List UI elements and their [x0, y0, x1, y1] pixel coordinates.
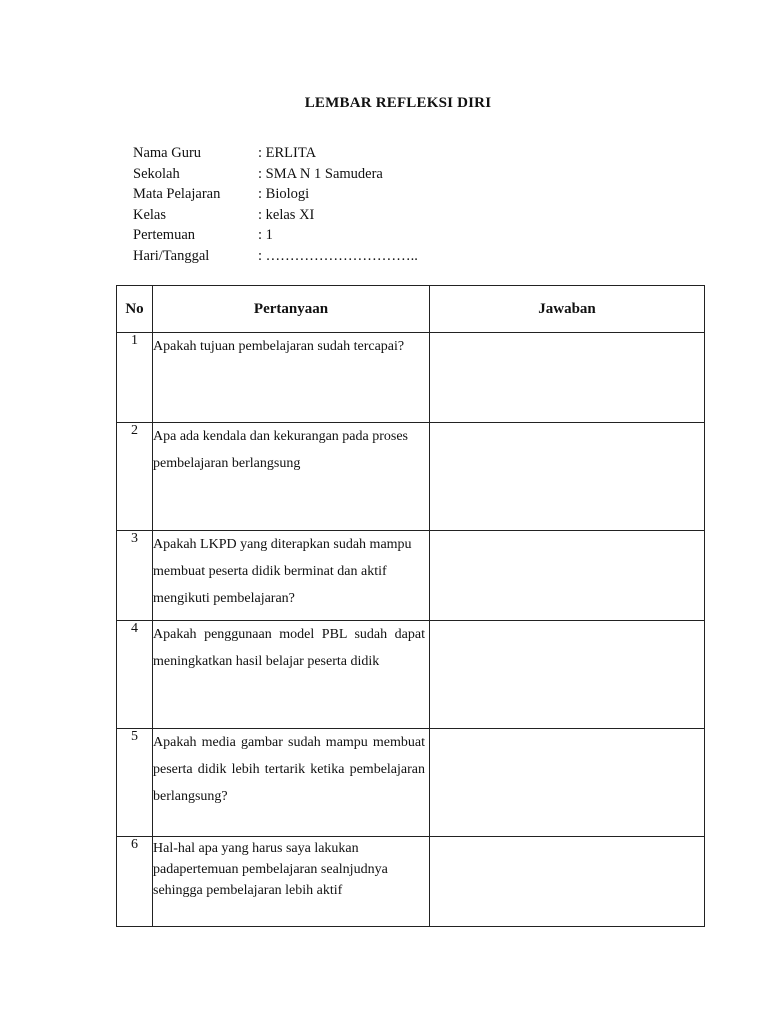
row-number: 4 [117, 621, 153, 729]
answer-cell[interactable] [430, 333, 705, 423]
table-row [117, 837, 705, 927]
header-answer: Jawaban [430, 286, 705, 333]
table-row [117, 729, 705, 837]
info-row-teacher [133, 143, 418, 164]
table-row [117, 423, 705, 531]
row-number: 3 [117, 531, 153, 621]
question-text: Apakah media gambar sudah mampu membuat peserta didik lebih tertarik ketika pembelajaran berlangsung? [153, 735, 425, 804]
info-row-date [133, 246, 418, 267]
question-cell [153, 837, 430, 927]
question-cell [153, 621, 430, 729]
info-value: : ERLITA [258, 145, 317, 161]
info-value: : SMA N 1 Samudera [258, 165, 383, 182]
row-number: 6 [117, 837, 153, 927]
answer-cell[interactable] [430, 531, 705, 621]
info-label: Mata Pelajaran [133, 186, 221, 203]
question-text: Apakah LKPD yang diterapkan sudah mampu membuat peserta didik berminat dan aktif mengikuti pembelajaran? [153, 537, 412, 606]
question-cell [153, 423, 430, 531]
teacher-info [133, 143, 418, 267]
row-number: 2 [117, 423, 153, 531]
info-label: Hari/Tanggal [133, 247, 210, 264]
answer-cell[interactable] [430, 621, 705, 729]
info-value: : kelas XI [258, 206, 315, 223]
info-row-meeting [133, 225, 418, 246]
question-text: Apa ada kendala dan kekurangan pada proses pembelajaran berlangsung [153, 429, 409, 471]
answer-cell[interactable] [430, 423, 705, 531]
document-title: LEMBAR REFLEKSI DIRI [304, 95, 492, 111]
info-value: : ………………………….. [258, 247, 418, 264]
answer-cell[interactable] [430, 837, 705, 927]
info-row-class [133, 205, 418, 226]
question-cell [153, 333, 430, 423]
info-label: Nama Guru [133, 145, 202, 161]
table-row [117, 621, 705, 729]
info-label: Kelas [133, 206, 167, 223]
question-text: Apakah penggunaan model PBL sudah dapat meningkatkan hasil belajar peserta didik [153, 627, 425, 669]
info-row-subject [133, 184, 418, 205]
question-cell [153, 531, 430, 621]
table-row [117, 333, 705, 423]
header-no: No [117, 286, 153, 333]
info-value: : 1 [258, 227, 273, 244]
header-question: Pertanyaan [153, 286, 430, 333]
answer-cell[interactable] [430, 729, 705, 837]
question-cell [153, 729, 430, 837]
row-number: 1 [117, 333, 153, 423]
info-label: Pertemuan [133, 227, 196, 244]
info-label: Sekolah [133, 165, 180, 182]
info-row-school [133, 164, 418, 185]
row-number: 5 [117, 729, 153, 837]
info-value: : Biologi [258, 186, 310, 203]
table-header-row [117, 286, 705, 333]
question-text: Hal-hal apa yang harus saya lakukan padapertemuan pembelajaran sealnjudnya sehingga pembelajaran lebih aktif [153, 841, 388, 898]
table-row [117, 531, 705, 621]
reflection-table [116, 285, 705, 927]
question-text: Apakah tujuan pembelajaran sudah tercapai? [153, 339, 405, 354]
